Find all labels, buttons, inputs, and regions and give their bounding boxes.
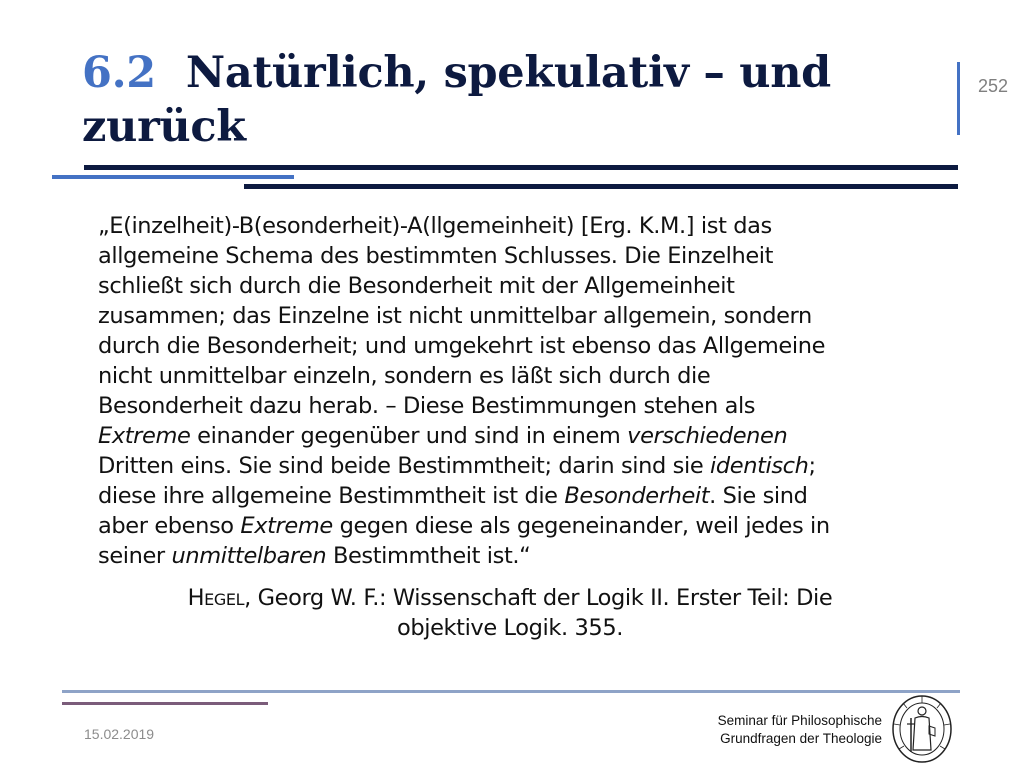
slide-title xyxy=(82,46,942,154)
quote-block xyxy=(98,211,958,571)
quote-text: ; xyxy=(808,453,816,479)
section-number: 6.2 xyxy=(82,48,156,98)
quote-line xyxy=(98,361,958,391)
quote-line xyxy=(98,331,958,361)
citation-line2: objektive Logik. 355. xyxy=(396,615,624,641)
title-text: Natürlich, spekulativ – und zurück xyxy=(82,48,831,152)
title-rule-accent xyxy=(52,175,294,179)
quote-text: allgemeine Schema des bestimmten Schlusses. Die Einzelheit xyxy=(98,243,774,269)
quote-emphasis: identisch xyxy=(710,453,809,479)
quote-emphasis: Extreme xyxy=(98,423,191,449)
quote-text: „E(inzelheit)-B(esonderheit)-A(llgemeinheit) [Erg. K.M.] ist das xyxy=(98,213,772,239)
quote-text: diese ihre allgemeine Bestimmtheit ist die xyxy=(98,483,565,509)
quote-emphasis: unmittelbaren xyxy=(171,543,327,569)
citation-author: Hegel xyxy=(187,585,245,611)
citation xyxy=(90,583,930,643)
footer-rule-accent xyxy=(62,702,268,705)
quote-line xyxy=(98,541,958,571)
quote-text: nicht unmittelbar einzeln, sondern es läßt sich durch die xyxy=(98,363,711,389)
quote-text: einander gegenüber und sind in einem xyxy=(190,423,628,449)
seminar-line-2: Grundfragen der Theologie xyxy=(720,731,882,746)
quote-line xyxy=(98,241,958,271)
quote-line xyxy=(98,421,958,451)
quote-text: schließt sich durch die Besonderheit mit der Allgemeinheit xyxy=(98,273,735,299)
page-number: 252 xyxy=(978,76,1009,96)
header-divider xyxy=(957,62,960,135)
quote-text: Bestimmtheit ist.“ xyxy=(326,543,531,569)
quote-text: seiner xyxy=(98,543,172,569)
quote-line xyxy=(98,451,958,481)
quote-text: . Sie sind xyxy=(709,483,808,509)
quote-emphasis: verschiedenen xyxy=(627,423,788,449)
quote-line xyxy=(98,391,958,421)
citation-line1: , Georg W. F.: Wissenschaft der Logik II. Erster Teil: Die xyxy=(244,585,833,611)
quote-line xyxy=(98,271,958,301)
title-rule-top xyxy=(84,165,958,170)
footer-date: 15.02.2019 xyxy=(84,726,155,742)
title-rule-bottom xyxy=(244,184,958,189)
quote-text: Besonderheit dazu herab. – Diese Bestimmungen stehen als xyxy=(98,393,756,419)
quote-line xyxy=(98,481,958,511)
footer-rule xyxy=(62,690,960,693)
quote-text: aber ebenso xyxy=(98,513,241,539)
quote-text: Dritten eins. Sie sind beide Bestimmtheit; darin sind sie xyxy=(98,453,711,479)
quote-text: zusammen; das Einzelne ist nicht unmittelbar allgemein, sondern xyxy=(98,303,812,329)
seminar-name xyxy=(702,712,882,748)
quote-line xyxy=(98,211,958,241)
quote-text: durch die Besonderheit; und umgekehrt ist ebenso das Allgemeine xyxy=(98,333,826,359)
seminar-seal-icon xyxy=(891,694,953,764)
seminar-line-1: Seminar für Philosophische xyxy=(717,713,882,728)
quote-text: gegen diese als gegeneinander, weil jedes in xyxy=(332,513,830,539)
quote-line xyxy=(98,511,958,541)
quote-emphasis: Besonderheit xyxy=(564,483,710,509)
quote-line xyxy=(98,301,958,331)
quote-emphasis: Extreme xyxy=(240,513,333,539)
